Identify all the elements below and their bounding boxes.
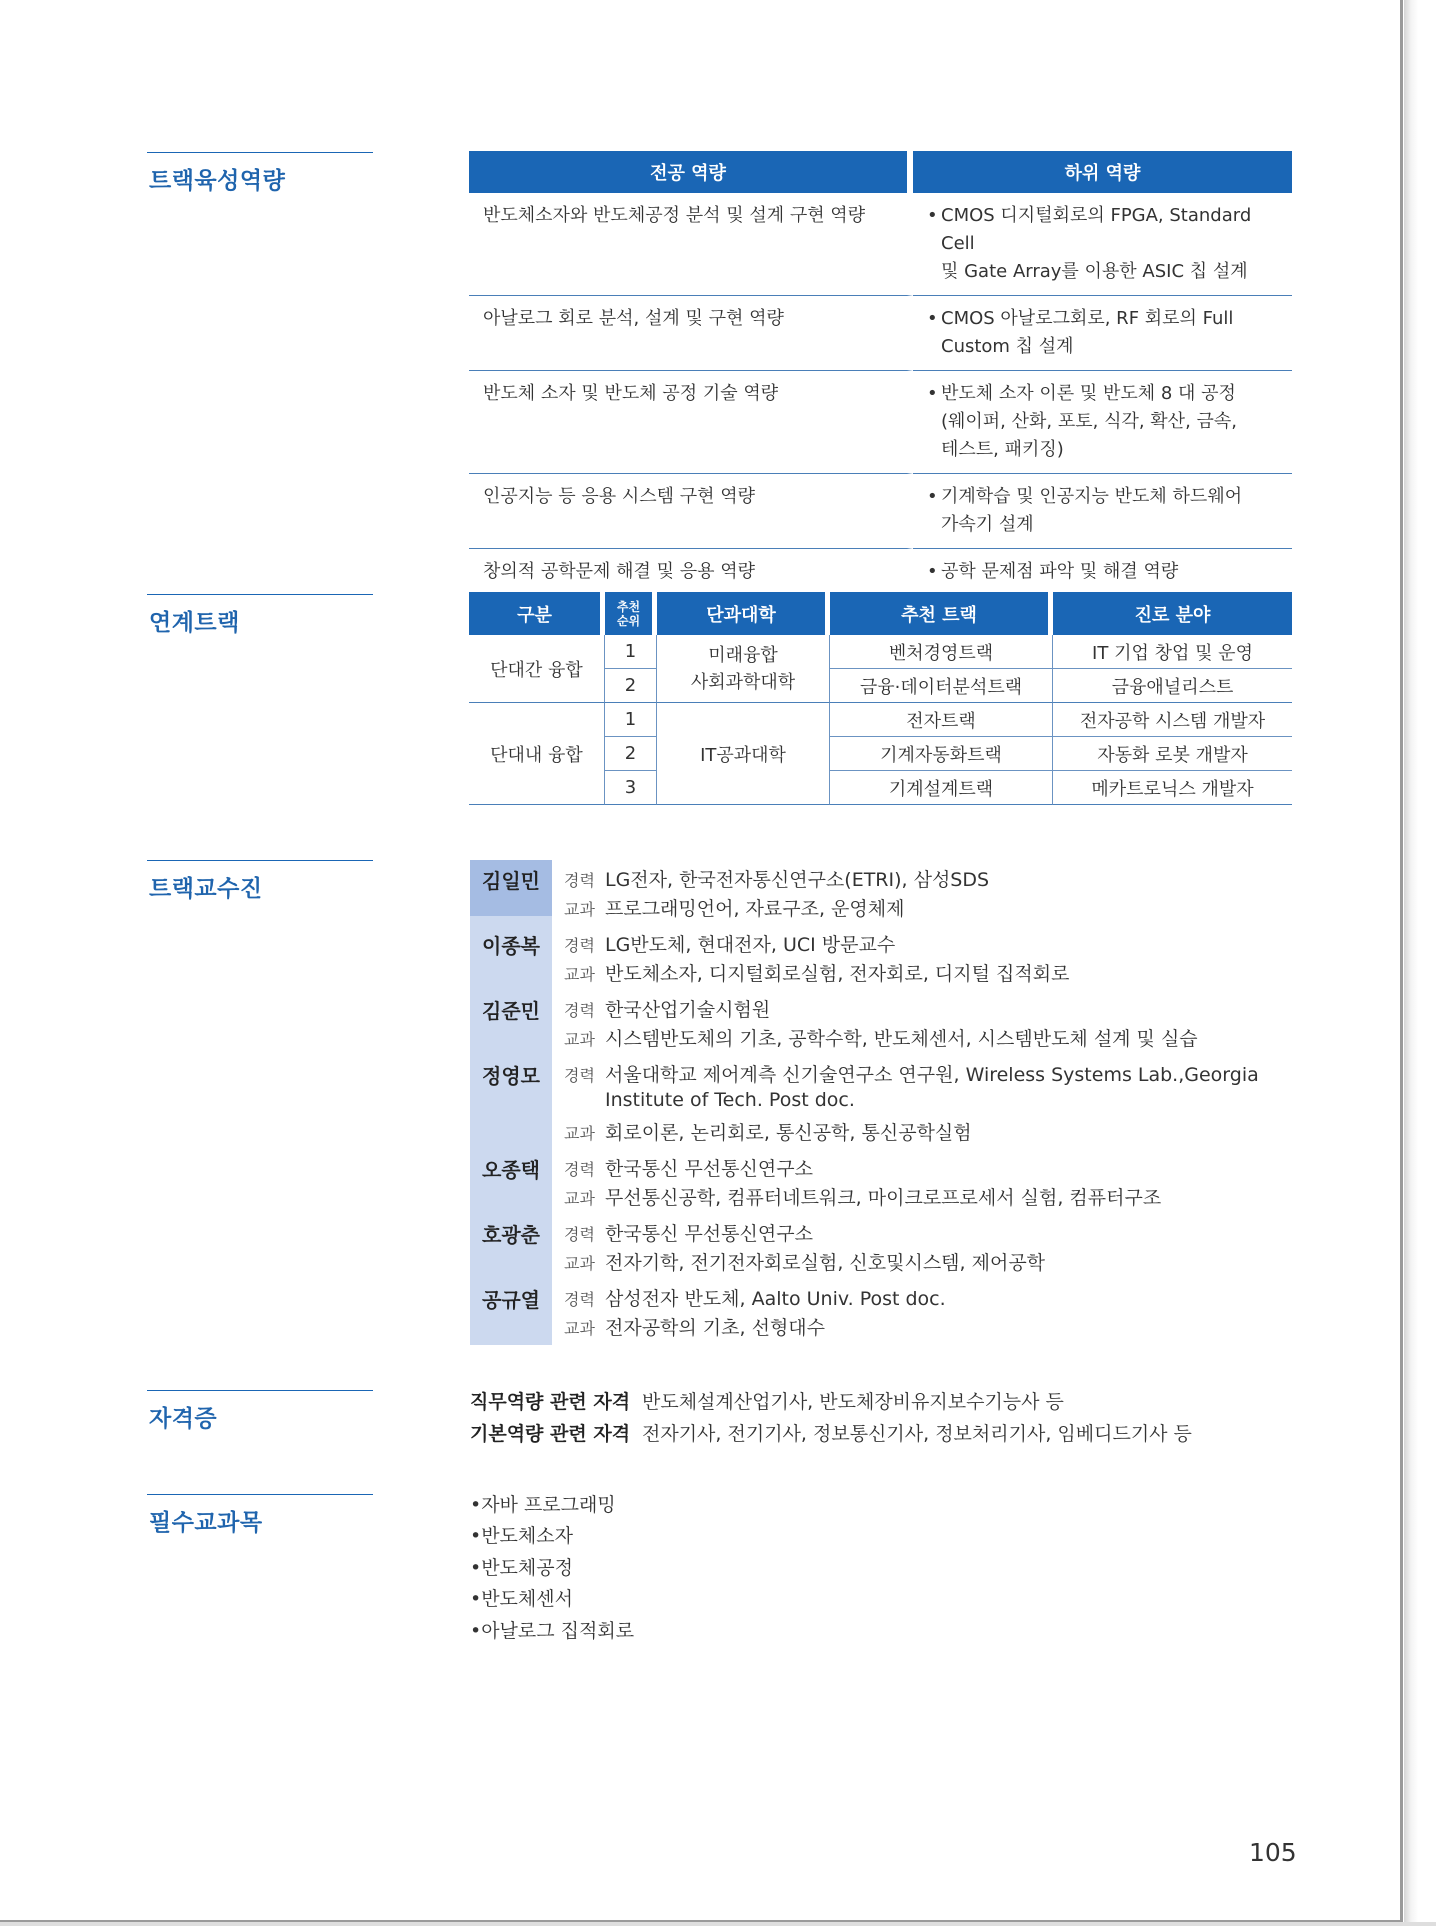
bullet: • <box>927 308 938 329</box>
track-cell: 금융·데이터분석트랙 <box>830 669 1053 703</box>
bullet: • <box>927 383 938 404</box>
career-cell: 메카트로닉스 개발자 <box>1053 771 1292 805</box>
faculty-courses: 반도체소자, 디지털회로실험, 전자회로, 디지털 집적회로 <box>605 963 1070 985</box>
sub-competency <box>913 296 1292 371</box>
bullet: • <box>927 486 938 507</box>
column-header-track: 추천 트랙 <box>830 592 1053 635</box>
table-row <box>469 193 1292 296</box>
bullet: • <box>927 205 938 226</box>
section-title-competency: 트랙육성역량 <box>149 168 286 194</box>
sub-competency <box>913 549 1292 596</box>
sub-competency <box>913 371 1292 474</box>
major-competency: 반도체소자와 반도체공정 분석 및 설계 구현 역량 <box>469 193 913 296</box>
faculty-career: 한국산업기술시험원 <box>605 999 771 1021</box>
track-cell: 벤처경영트랙 <box>830 635 1053 669</box>
faculty-career: 서울대학교 제어계측 신기술연구소 연구원, Wireless Systems Lab.,Georgia <box>605 1064 1259 1086</box>
sub-line: CMOS 디지털회로의 FPGA, Standard Cell <box>941 205 1252 254</box>
faculty-name: 호광춘 <box>482 1223 540 1247</box>
sub-line: 기계학습 및 인공지능 반도체 하드웨어 <box>941 486 1243 507</box>
sub-line: CMOS 아날로그회로, RF 회로의 Full <box>941 308 1234 329</box>
faculty-career: LG전자, 한국전자통신연구소(ETRI), 삼성SDS <box>605 869 990 891</box>
career-cell: IT 기업 창업 및 운영 <box>1053 635 1292 669</box>
required-course: •반도체센서 <box>470 1588 573 1610</box>
table-row <box>469 296 1292 371</box>
section-divider <box>147 594 373 595</box>
faculty-career: LG반도체, 현대전자, UCI 방문교수 <box>605 934 896 956</box>
fusion-type: 단대간 융합 <box>469 635 605 703</box>
rank-header-line: 순위 <box>616 613 641 628</box>
college-cell: IT공과대학 <box>657 703 830 805</box>
college-line: 미래융합 <box>708 644 778 666</box>
course-label: 교과 <box>564 900 595 919</box>
faculty-name: 김일민 <box>482 869 540 893</box>
table-row <box>469 371 1292 474</box>
career-label: 경력 <box>564 936 595 955</box>
cert-label: 직무역량 관련 자격 <box>470 1391 631 1413</box>
faculty-career: 한국통신 무선통신연구소 <box>605 1158 813 1180</box>
required-course: •반도체소자 <box>470 1525 573 1547</box>
career-label: 경력 <box>564 1160 595 1179</box>
course-label: 교과 <box>564 1030 595 1049</box>
cert-value: 반도체설계산업기사, 반도체장비유지보수기능사 등 <box>642 1391 1064 1413</box>
major-competency: 창의적 공학문제 해결 및 응용 역량 <box>469 549 913 596</box>
sub-line: 가속기 설계 <box>941 514 1034 535</box>
table-row <box>469 474 1292 549</box>
faculty-courses: 전자기학, 전기전자회로실험, 신호및시스템, 제어공학 <box>605 1252 1046 1274</box>
section-title-cert: 자격증 <box>149 1406 218 1432</box>
faculty-courses: 시스템반도체의 기초, 공학수학, 반도체센서, 시스템반도체 설계 및 실습 <box>605 1028 1198 1050</box>
column-header-rank <box>605 592 657 635</box>
rank-cell: 1 <box>605 703 657 737</box>
sub-line: 및 Gate Array를 이용한 ASIC 칩 설계 <box>941 261 1248 282</box>
section-divider <box>147 1390 373 1391</box>
major-competency: 아날로그 회로 분석, 설계 및 구현 역량 <box>469 296 913 371</box>
career-cell: 금융애널리스트 <box>1053 669 1292 703</box>
course-label: 교과 <box>564 965 595 984</box>
sub-competency <box>913 474 1292 549</box>
course-label: 교과 <box>564 1124 595 1143</box>
track-cell: 기계자동화트랙 <box>830 737 1053 771</box>
column-header-sub: 하위 역량 <box>913 151 1292 193</box>
faculty-name: 정영모 <box>482 1064 540 1088</box>
career-label: 경력 <box>564 1290 595 1309</box>
track-cell: 기계설계트랙 <box>830 771 1053 805</box>
faculty-courses: 프로그래밍언어, 자료구조, 운영체제 <box>605 898 905 920</box>
required-course: •자바 프로그래밍 <box>470 1494 616 1516</box>
section-title-required: 필수교과목 <box>149 1510 263 1536</box>
linked-track-table <box>469 592 1292 805</box>
faculty-career: 삼성전자 반도체, Aalto Univ. Post doc. <box>605 1288 946 1310</box>
sub-line: Custom 칩 설계 <box>941 336 1074 357</box>
column-header-type: 구분 <box>469 592 605 635</box>
college-cell <box>657 635 830 703</box>
course-label: 교과 <box>564 1319 595 1338</box>
faculty-name: 오종택 <box>482 1158 540 1182</box>
faculty-name: 공규열 <box>482 1288 540 1312</box>
rank-cell: 2 <box>605 669 657 703</box>
required-course: •아날로그 집적회로 <box>470 1620 635 1642</box>
rank-cell: 2 <box>605 737 657 771</box>
cert-label: 기본역량 관련 자격 <box>470 1423 631 1445</box>
faculty-name: 김준민 <box>482 999 540 1023</box>
course-label: 교과 <box>564 1254 595 1273</box>
track-cell: 전자트랙 <box>830 703 1053 737</box>
sub-line: 공학 문제점 파악 및 해결 역량 <box>941 561 1179 582</box>
page-shadow-bottom <box>0 1922 1436 1926</box>
bullet: • <box>927 561 938 582</box>
faculty-career: 한국통신 무선통신연구소 <box>605 1223 813 1245</box>
section-divider <box>147 1494 373 1495</box>
faculty-courses: 전자공학의 기초, 선형대수 <box>605 1317 826 1339</box>
cert-value: 전자기사, 전기기사, 정보통신기사, 정보처리기사, 임베디드기사 등 <box>642 1423 1192 1445</box>
table-row <box>469 703 1292 737</box>
career-label: 경력 <box>564 871 595 890</box>
required-course: •반도체공정 <box>470 1557 573 1579</box>
section-title-faculty: 트랙교수진 <box>149 876 263 902</box>
sub-line: (웨이퍼, 산화, 포토, 식각, 확산, 금속, <box>941 411 1238 432</box>
column-header-college: 단과대학 <box>657 592 830 635</box>
rank-cell: 3 <box>605 771 657 805</box>
rank-header-line: 추천 <box>616 599 641 614</box>
college-line: 사회과학대학 <box>690 671 796 693</box>
career-label: 경력 <box>564 1066 595 1085</box>
table-row <box>469 635 1292 669</box>
competency-table <box>469 151 1292 596</box>
column-header-major: 전공 역량 <box>469 151 913 193</box>
fusion-type: 단대내 융합 <box>469 703 605 805</box>
page-number: 105 <box>1249 1838 1297 1867</box>
career-cell: 전자공학 시스템 개발자 <box>1053 703 1292 737</box>
section-divider <box>147 152 373 153</box>
sub-competency <box>913 193 1292 296</box>
career-label: 경력 <box>564 1001 595 1020</box>
section-divider <box>147 860 373 861</box>
rank-cell: 1 <box>605 635 657 669</box>
major-competency: 인공지능 등 응용 시스템 구현 역량 <box>469 474 913 549</box>
faculty-courses: 무선통신공학, 컴퓨터네트워크, 마이크로프로세서 실험, 컴퓨터구조 <box>605 1187 1162 1209</box>
sub-line: 테스트, 패키징) <box>941 439 1064 460</box>
career-cell: 자동화 로봇 개발자 <box>1053 737 1292 771</box>
section-title-linked: 연계트랙 <box>149 610 240 636</box>
faculty-career-continued: Institute of Tech. Post doc. <box>605 1089 855 1111</box>
sub-line: 반도체 소자 이론 및 반도체 8 대 공정 <box>941 383 1236 404</box>
page-shadow-right <box>1404 0 1418 1926</box>
faculty-courses: 회로이론, 논리회로, 통신공학, 통신공학실험 <box>605 1122 972 1144</box>
major-competency: 반도체 소자 및 반도체 공정 기술 역량 <box>469 371 913 474</box>
table-row <box>469 549 1292 596</box>
course-label: 교과 <box>564 1189 595 1208</box>
career-label: 경력 <box>564 1225 595 1244</box>
column-header-career: 진로 분야 <box>1053 592 1292 635</box>
faculty-name: 이종복 <box>482 934 540 958</box>
